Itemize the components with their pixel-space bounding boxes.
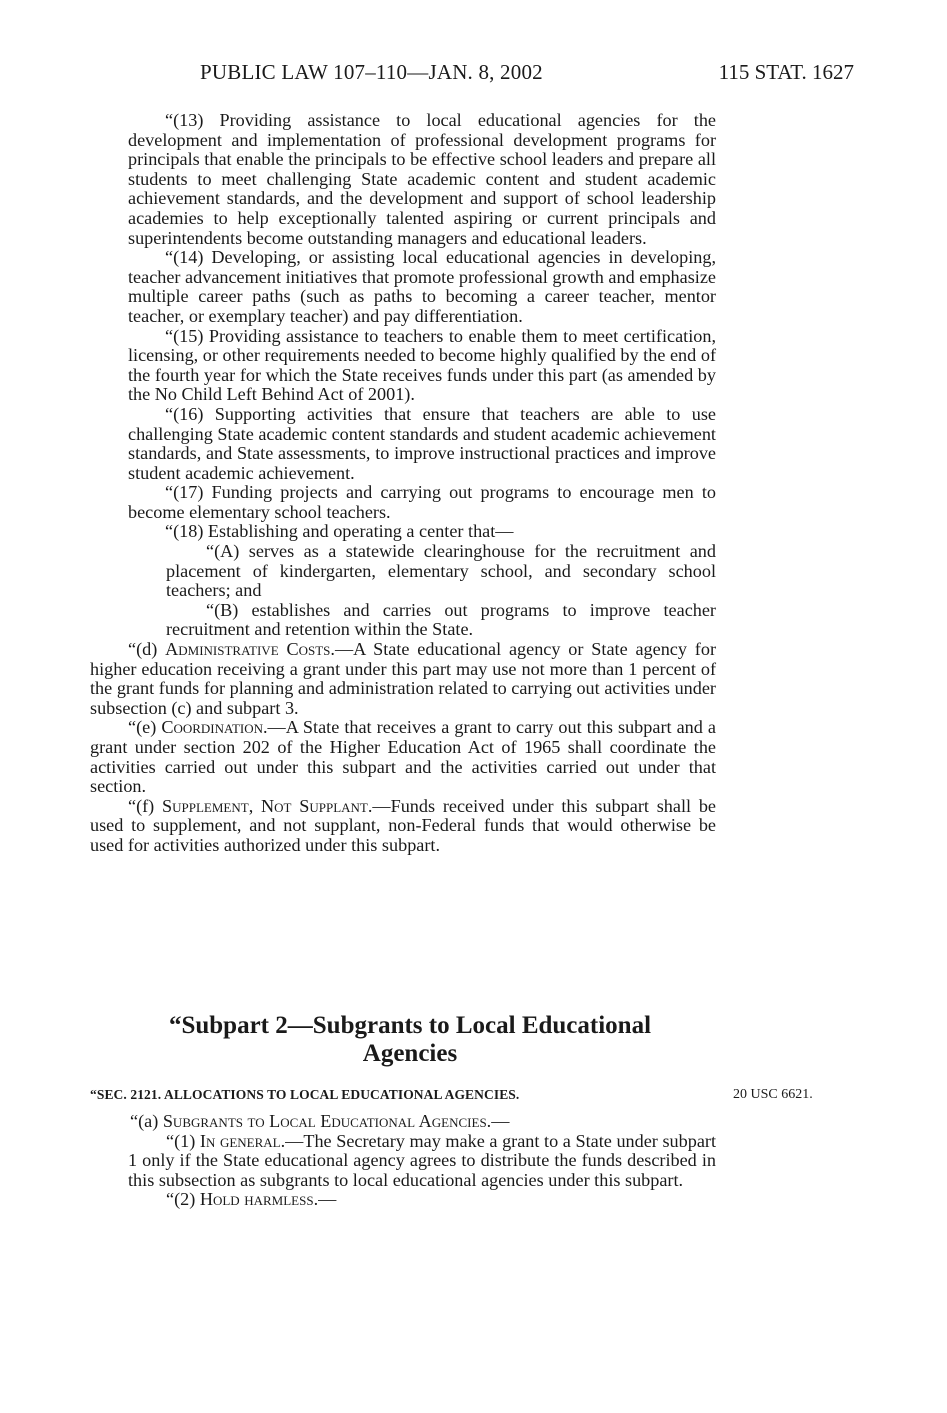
subpart-heading — [110, 1012, 710, 1068]
section-heading: “SEC. 2121. ALLOCATIONS TO LOCAL EDUCATIONAL AGENCIES. — [90, 1087, 520, 1102]
subsection-a-label: “(a) — [130, 1111, 163, 1131]
subsection-f-text: —Funds received under this subpart shall be used to supplement, and not supplant, non-Federal funds that would otherwise be used for activities authorized under this subpart. — [90, 795, 716, 855]
subpart-heading-line-2: Agencies — [362, 1040, 458, 1067]
paragraph-a-1-label: “(1) — [166, 1130, 200, 1151]
paragraph-a-2-heading: Hold harmless. — [199, 1189, 319, 1210]
subsection-d — [90, 640, 716, 718]
paragraph-a-2-dash: — — [318, 1189, 337, 1210]
paragraph-18: “(18) Establishing and operating a center that— — [165, 521, 514, 542]
subsection-f-label: “(f) — [128, 795, 163, 816]
section-text — [90, 1112, 716, 1210]
header-page-number: 115 STAT. 1627 — [718, 60, 854, 84]
main-text — [90, 111, 716, 856]
subsection-d-text: —A State educational agency or State agency for higher education receiving a grant under this part may use not more than 1 percent of the grant funds for planning and administration related to carrying out activities under subsection (c) and subpart 3. — [90, 639, 717, 718]
subsection-a — [90, 1112, 716, 1132]
paragraph-18-a: “(A) serves as a statewide clearinghouse for the recruitment and placement of kindergarten, elementary school, and secondary school teachers; and — [166, 541, 716, 601]
header-citation: PUBLIC LAW 107–110—JAN. 8, 2002 — [200, 60, 543, 84]
subsection-f-heading: Supplement, Not Supplant. — [162, 795, 373, 816]
subsection-d-heading: Administrative Costs. — [165, 639, 335, 660]
paragraph-a-1 — [90, 1132, 716, 1191]
usc-margin-note: 20 USC 6621. — [733, 1087, 813, 1102]
paragraph-14: “(14) Developing, or assisting local educational agencies in developing, teacher advancement initiatives that promote professional growth and emphasize multiple career paths (such as paths to becoming a career teacher, mentor teacher, or exemplary teacher) and pay differentiation. — [128, 247, 716, 326]
subsection-e-label: “(e) — [128, 717, 162, 738]
paragraph-16: “(16) Supporting activities that ensure that teachers are able to use challenging State academic content standards and student academic achievement standards, and State assessments, to improve instructional practices and improve student academic achievement. — [128, 403, 716, 483]
paragraph-15: “(15) Providing assistance to teachers to enable them to meet certification, licensing, or other requirements needed to become highly qualified by the end of the fourth year for which the State receives funds under this part (as amended by the No Child Left Behind Act of 2001). — [128, 325, 716, 405]
paragraph-a-1-text: —The Secretary may make a grant to a State under subpart 1 only if the State educational agency agrees to distribute the funds described in this subsection as subgrants to local educational agencies under this subpart. — [128, 1130, 717, 1190]
subpart-heading-line-1: “Subpart 2—Subgrants to Local Educational — [168, 1012, 652, 1039]
subsection-f — [90, 797, 716, 856]
subsection-e-heading: Coordination. — [161, 717, 268, 738]
subsection-a-dash: — — [491, 1111, 510, 1131]
paragraph-a-2 — [90, 1190, 716, 1210]
paragraph-13: “(13) Providing assistance to local educational agencies for the development and implementation of professional development programs for principals that enable the principals to be effective school leaders and prepare all students to meet challenging State academic content and student academic achievement standards, and the development and support of school leadership academies to help exceptionally talented aspiring or current principals and superintendents become outstanding managers and educational leaders. — [128, 110, 716, 248]
subsection-a-heading: Subgrants to Local Educational Agencies. — [162, 1111, 492, 1131]
subsection-d-label: “(d) — [128, 639, 166, 660]
paragraph-18-b: “(B) establishes and carries out programs to improve teacher recruitment and retention within the State. — [166, 599, 716, 640]
subsection-e-text: —A State that receives a grant to carry out this subpart and a grant under section 202 of the Higher Education Act of 1965 shall coordinate the activities carried out under this subpart and the activities carried out under that section. — [90, 717, 716, 797]
paragraph-a-2-label: “(2) — [166, 1189, 200, 1210]
subsection-e — [90, 718, 716, 796]
running-header — [200, 60, 860, 88]
paragraph-17: “(17) Funding projects and carrying out programs to encourage men to become elementary school teachers. — [128, 482, 716, 522]
paragraph-a-1-heading: In general. — [199, 1130, 286, 1151]
